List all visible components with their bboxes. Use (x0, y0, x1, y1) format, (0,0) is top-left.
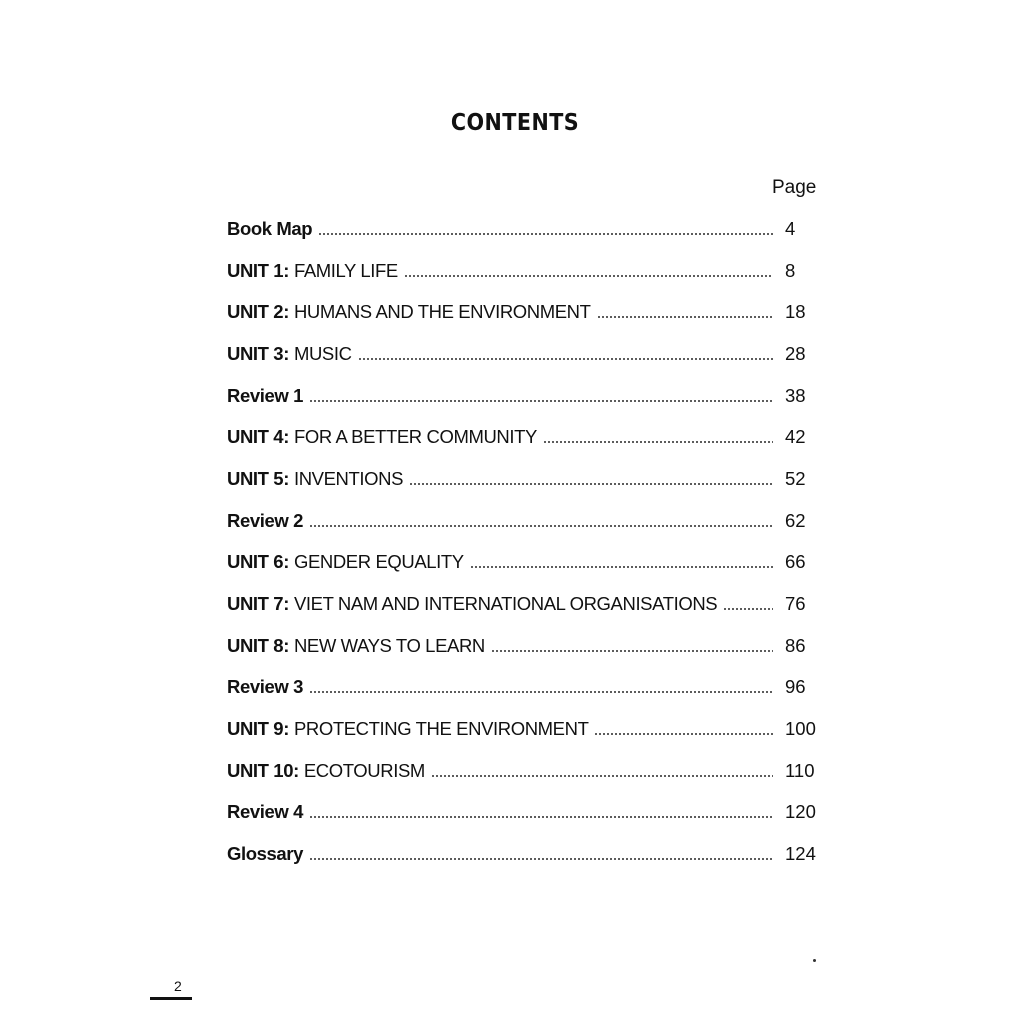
toc-entry-title (227, 343, 352, 365)
scan-speck (813, 959, 816, 962)
toc-entry-label: UNIT 8: (227, 634, 289, 656)
toc-entry-review-2[interactable] (227, 500, 827, 542)
toc-entry-title (227, 468, 403, 490)
toc-entry-label: UNIT 3: (227, 342, 289, 364)
toc-entry-label: UNIT 4: (227, 426, 289, 448)
toc-page-number: 120 (785, 801, 816, 823)
dot-leader (543, 441, 773, 443)
toc-entry-unit-9[interactable] (227, 708, 827, 750)
toc-entry-label: Review 3 (227, 676, 303, 698)
toc-page-number: 86 (785, 634, 806, 656)
toc-entry-title (227, 635, 485, 657)
dot-leader (597, 316, 773, 318)
toc-entry-title (227, 218, 312, 240)
toc-page-number: 124 (785, 843, 816, 865)
toc-entry-book-map[interactable] (227, 208, 827, 250)
table-of-contents (227, 208, 827, 875)
toc-entry-unit-3[interactable] (227, 333, 827, 375)
dot-leader (723, 608, 773, 610)
toc-entry-label: Review 4 (227, 801, 303, 823)
toc-page-number: 96 (785, 676, 806, 698)
toc-entry-title (227, 510, 303, 532)
dot-leader (491, 650, 773, 652)
toc-entry-title (227, 551, 464, 573)
toc-entry-title (227, 718, 588, 740)
toc-entry-name: VIET NAM AND INTERNATIONAL ORGANISATIONS (293, 593, 718, 615)
toc-page-number: 100 (785, 718, 816, 740)
toc-entry-unit-5[interactable] (227, 458, 827, 500)
dot-leader (309, 525, 773, 527)
toc-entry-title (227, 843, 303, 865)
toc-page-number: 76 (785, 593, 806, 615)
toc-entry-unit-4[interactable] (227, 416, 827, 458)
toc-entry-label: Glossary (227, 843, 303, 865)
toc-entry-title (227, 801, 303, 823)
toc-entry-title (227, 676, 303, 698)
dot-leader (404, 275, 773, 277)
toc-page-number: 28 (785, 342, 806, 364)
toc-page-number: 66 (785, 551, 806, 573)
toc-entry-label: UNIT 10: (227, 759, 299, 781)
toc-entry-name: GENDER EQUALITY (293, 551, 464, 573)
toc-page-number: 52 (785, 467, 806, 489)
toc-entry-name: FAMILY LIFE (293, 259, 398, 281)
toc-entry-name: PROTECTING THE ENVIRONMENT (293, 718, 589, 740)
toc-page-number: 8 (785, 259, 796, 281)
toc-entry-title (227, 760, 425, 782)
toc-entry-title (227, 593, 717, 615)
footer-rule (150, 997, 192, 1000)
toc-entry-label: UNIT 5: (227, 467, 289, 489)
toc-entry-title (227, 301, 591, 323)
toc-entry-label: Review 2 (227, 509, 303, 531)
toc-entry-name: ECOTOURISM (303, 759, 425, 781)
toc-entry-name: INVENTIONS (293, 467, 404, 489)
dot-leader (309, 691, 773, 693)
dot-leader (309, 816, 773, 818)
toc-entry-label: UNIT 1: (227, 259, 289, 281)
dot-leader (594, 733, 773, 735)
dot-leader (358, 358, 773, 360)
toc-entry-unit-1[interactable] (227, 250, 827, 292)
toc-entry-glossary[interactable] (227, 833, 827, 875)
toc-entry-unit-8[interactable] (227, 625, 827, 667)
page-title: CONTENTS (450, 110, 580, 136)
toc-entry-label: Book Map (227, 217, 313, 239)
toc-entry-name: MUSIC (293, 342, 352, 364)
toc-entry-name: FOR A BETTER COMMUNITY (293, 426, 537, 448)
toc-page-number: 42 (785, 426, 806, 448)
toc-entry-label: UNIT 7: (227, 593, 289, 615)
toc-entry-name: NEW WAYS TO LEARN (293, 634, 485, 656)
dot-leader (470, 566, 773, 568)
toc-entry-label: UNIT 9: (227, 718, 289, 740)
toc-page-number: 18 (785, 301, 806, 323)
toc-page-number: 4 (785, 217, 796, 239)
footer-page-number: 2 (174, 978, 182, 994)
toc-entry-title (227, 385, 303, 407)
toc-entry-label: Review 1 (227, 384, 303, 406)
toc-page-number: 110 (785, 759, 815, 781)
dot-leader (318, 233, 773, 235)
dot-leader (431, 775, 773, 777)
toc-entry-name: HUMANS AND THE ENVIRONMENT (293, 301, 591, 323)
page-column-header: Page (772, 177, 817, 198)
toc-entry-unit-6[interactable] (227, 542, 827, 584)
toc-entry-title (227, 260, 398, 282)
toc-entry-review-4[interactable] (227, 792, 827, 834)
toc-entry-label: UNIT 6: (227, 551, 289, 573)
toc-entry-unit-2[interactable] (227, 291, 827, 333)
toc-entry-unit-10[interactable] (227, 750, 827, 792)
dot-leader (309, 400, 773, 402)
toc-entry-review-1[interactable] (227, 375, 827, 417)
toc-entry-label: UNIT 2: (227, 301, 289, 323)
toc-entry-unit-7[interactable] (227, 583, 827, 625)
toc-entry-review-3[interactable] (227, 667, 827, 709)
toc-page-number: 62 (785, 509, 806, 531)
dot-leader (309, 858, 773, 860)
toc-entry-title (227, 426, 537, 448)
toc-page-number: 38 (785, 384, 806, 406)
dot-leader (409, 483, 773, 485)
